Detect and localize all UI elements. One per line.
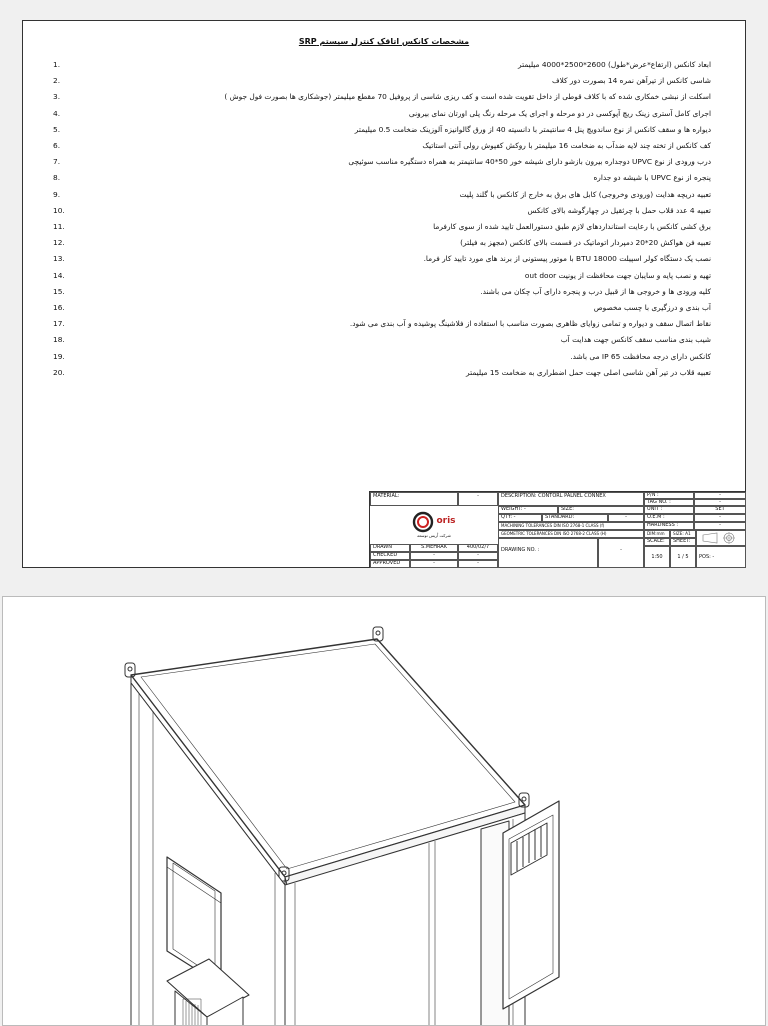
spec-item-number: 20. bbox=[53, 367, 65, 377]
oem-value: - bbox=[694, 514, 746, 522]
spec-item-number: 9. bbox=[53, 189, 61, 199]
spec-item-number: 1. bbox=[53, 60, 61, 69]
approved-date: - bbox=[458, 560, 498, 568]
weight-field: WEIGHT: - bbox=[498, 506, 558, 514]
geometric-tolerances: GEOMETRIC TOLERANCES DIN ISO 2768-2 CLASS (H) bbox=[498, 530, 644, 538]
spec-item-number: 4. bbox=[53, 108, 61, 118]
sheet-label: SHEET: bbox=[670, 538, 696, 546]
drawing-no-value: - bbox=[598, 538, 644, 568]
spec-item-number: 17. bbox=[53, 319, 65, 329]
oem-label: O.E.M : bbox=[644, 514, 694, 522]
drawn-label: DRAWN bbox=[370, 544, 410, 552]
drawing-no-label: DRAWING NO. : bbox=[498, 538, 598, 568]
checked-date: - bbox=[458, 552, 498, 560]
door-open bbox=[481, 801, 559, 1026]
checked-by: - bbox=[410, 552, 458, 560]
spec-sheet bbox=[22, 20, 746, 568]
spec-item-text: کلیه ورودی ها و خروجی ها از قبیل درب و پنجره دارای آب چکان می باشند. bbox=[480, 286, 711, 296]
tag-label: TAG NO. : bbox=[644, 499, 694, 506]
spec-item-number: 5. bbox=[53, 124, 61, 134]
spec-item-text: درب ورودی از نوع UPVC دوجداره بیرون بازشو دارای شیشه خور 50*40 سانتیمتر به همراه دستگیره مناسب سوئیچی bbox=[348, 157, 711, 167]
spec-item-text: آب بندی و درزگیری با چسب مخصوص bbox=[593, 303, 711, 313]
spec-item-number: 11. bbox=[53, 222, 65, 232]
spec-item-text: کف کانکس از تخته چند لایه ضدآب به ضخامت 16 میلیمتر با روکش کفپوش رولی آنتی استاتیک bbox=[422, 141, 711, 151]
standard-value: - bbox=[608, 514, 644, 522]
spec-item-number: 12. bbox=[53, 238, 65, 248]
spec-item bbox=[53, 89, 711, 105]
spec-item-text: پنجره از نوع UPVC با شیشه دو جداره bbox=[593, 173, 711, 183]
scale-value: 1:50 bbox=[644, 546, 670, 568]
unit-value: SET bbox=[694, 506, 746, 514]
spec-item-text: اجرای کامل آستری زینک ریچ آپوکسی در دو مرحله و اجرای یک مرحله رنگ پلی اورتان نمای بیرونی bbox=[408, 108, 711, 118]
spec-item-number: 2. bbox=[53, 76, 61, 86]
hardness-label: HARDNESS : bbox=[644, 522, 694, 530]
spec-item-number: 15. bbox=[53, 286, 65, 296]
projection-symbol-cell bbox=[696, 530, 746, 546]
spec-item bbox=[53, 235, 711, 251]
isometric-drawing-panel bbox=[2, 596, 766, 1026]
title-block bbox=[369, 491, 745, 567]
description: DESCRIPTION: CONTORL PALNEL CONNEX bbox=[498, 492, 644, 506]
spec-list bbox=[53, 57, 711, 381]
spec-item-text: برق کشی کانکس با رعایت استانداردهای لازم طبق دستورالعمل تایید شده از سوی کارفرما bbox=[433, 222, 711, 232]
projection-symbol-icon bbox=[699, 532, 743, 544]
spec-item-number: 3. bbox=[53, 92, 61, 102]
company-logo bbox=[370, 508, 498, 536]
spec-item bbox=[53, 138, 711, 154]
logo-text: oris bbox=[436, 516, 456, 527]
spec-item-text: تعبیه دریچه هدایت (ورودی وخروجی) کابل های برق به خارج از کانکس با گلند پلیت bbox=[459, 189, 711, 199]
machining-tolerances: MACHINING TOLERANCES DIN ISO 2768-1 CLASS (f) bbox=[498, 522, 644, 530]
spec-item bbox=[53, 203, 711, 219]
checked-label: CHECKED bbox=[370, 552, 410, 560]
pn-label: P/N : bbox=[644, 492, 694, 499]
spec-item-text: نصب یک دستگاه کولر اسپیلت BTU 18000 با موتور پیستونی از برند های مورد تایید کار فرما. bbox=[423, 254, 711, 264]
spec-item-text: تهیه و نصب پایه و سایبان جهت محافظت از یونیت out door bbox=[524, 270, 711, 280]
qty-field: QTY: - bbox=[498, 514, 542, 522]
spec-item-number: 13. bbox=[53, 254, 65, 264]
spec-item-text: کانکس دارای درجه محافظت IP 65 می باشد. bbox=[570, 351, 711, 361]
spec-item bbox=[53, 219, 711, 235]
material-value: - bbox=[458, 492, 498, 506]
standard-label: STANDARD: bbox=[542, 514, 608, 522]
pn-value: - bbox=[694, 492, 746, 499]
spec-item bbox=[53, 284, 711, 300]
spec-item-text: اسکلت از نبشی خمکاری شده که با کلاف قوطی از داخل تقویت شده است و کف ریزی شاسی از پروفیل 70 مقطع میلیمتر (جوشکاری ها بصورت فول جوش ) bbox=[224, 92, 711, 102]
spec-item bbox=[53, 316, 711, 332]
spec-item bbox=[53, 122, 711, 138]
spec-item-text: تعبیه فن هواکش 20*20 دمپردار اتوماتیک در قسمت بالای کانکس (مجهز به فیلتر) bbox=[460, 238, 711, 248]
scale-label: SCALE: bbox=[644, 538, 670, 546]
pos-field: POS: - bbox=[696, 546, 746, 568]
tag-value: - bbox=[694, 499, 746, 506]
spec-item bbox=[53, 349, 711, 365]
spec-item bbox=[53, 300, 711, 316]
container-isometric-drawing bbox=[3, 597, 766, 1026]
spec-item-number: 8. bbox=[53, 173, 61, 183]
sheet-value: 1 / 5 bbox=[670, 546, 696, 568]
dim-unit: DIM:mm bbox=[644, 530, 670, 538]
spec-item-text: دیواره ها و سقف کانکس از نوع ساندویچ پنل 4 سانتیمتر با دانسیته 40 از ورق گالوانیزه آلوزینک ضخامت 0.5 میلیمتر bbox=[354, 124, 711, 134]
material-label: MATERIAL: bbox=[370, 492, 458, 506]
spec-item-number: 10. bbox=[53, 205, 65, 215]
spec-item-text: تعبیه 4 عدد قلاب حمل با چرثقیل در چهارگوشه بالای کانکس bbox=[527, 205, 711, 215]
spec-item-number: 14. bbox=[53, 270, 65, 280]
spec-item-text: شاسی کانکس از تیرآهن نمره 14 بصورت دور کلاف bbox=[551, 76, 711, 86]
spec-item-number: 18. bbox=[53, 335, 65, 345]
approved-by: - bbox=[410, 560, 458, 568]
spec-item-text: شیب بندی مناسب سقف کانکس جهت هدایت آب bbox=[560, 335, 711, 345]
spec-item bbox=[53, 268, 711, 284]
spec-item bbox=[53, 187, 711, 203]
spec-item-number: 16. bbox=[53, 303, 65, 313]
spec-item-text: نقاط اتصال سقف و دیواره و تمامی زوایای ظاهری بصورت مناسب با استفاده از فلاشینگ پوشیده و آب بندی می شود. bbox=[349, 319, 711, 329]
spec-title: مشخصات کانکس اتاقک کنترل سیستم SRP bbox=[298, 37, 470, 46]
spec-item bbox=[53, 154, 711, 170]
spec-item bbox=[53, 57, 711, 73]
unit-label: UNIT : bbox=[644, 506, 694, 514]
paper-size: SIZE: A1 bbox=[670, 530, 696, 538]
logo-mark-icon bbox=[412, 511, 434, 533]
hardness-value: - bbox=[694, 522, 746, 530]
spec-item bbox=[53, 251, 711, 267]
spec-item bbox=[53, 332, 711, 348]
spec-item-number: 7. bbox=[53, 157, 61, 167]
approved-label: APPROVED bbox=[370, 560, 410, 568]
spec-item-number: 6. bbox=[53, 141, 61, 151]
logo-subtitle: شرکت اُریس توسعه bbox=[417, 533, 451, 538]
spec-item bbox=[53, 73, 711, 89]
spec-item bbox=[53, 365, 711, 381]
spec-item-number: 19. bbox=[53, 351, 65, 361]
spec-item-text: ابعاد کانکس (ارتفاع*عرض*طول) 2600*2500*4000 میلیمتر bbox=[518, 60, 711, 69]
spec-item-text: تعبیه قلاب در تیر آهن شاسی اصلی جهت حمل اضطراری به ضخامت 15 میلیمتر bbox=[466, 367, 711, 377]
spec-item bbox=[53, 106, 711, 122]
spec-item bbox=[53, 170, 711, 186]
size-field: SIZE: bbox=[558, 506, 644, 514]
drawn-date: 400/02/7 bbox=[458, 544, 498, 552]
drawn-by: S.MEHRAK bbox=[410, 544, 458, 552]
